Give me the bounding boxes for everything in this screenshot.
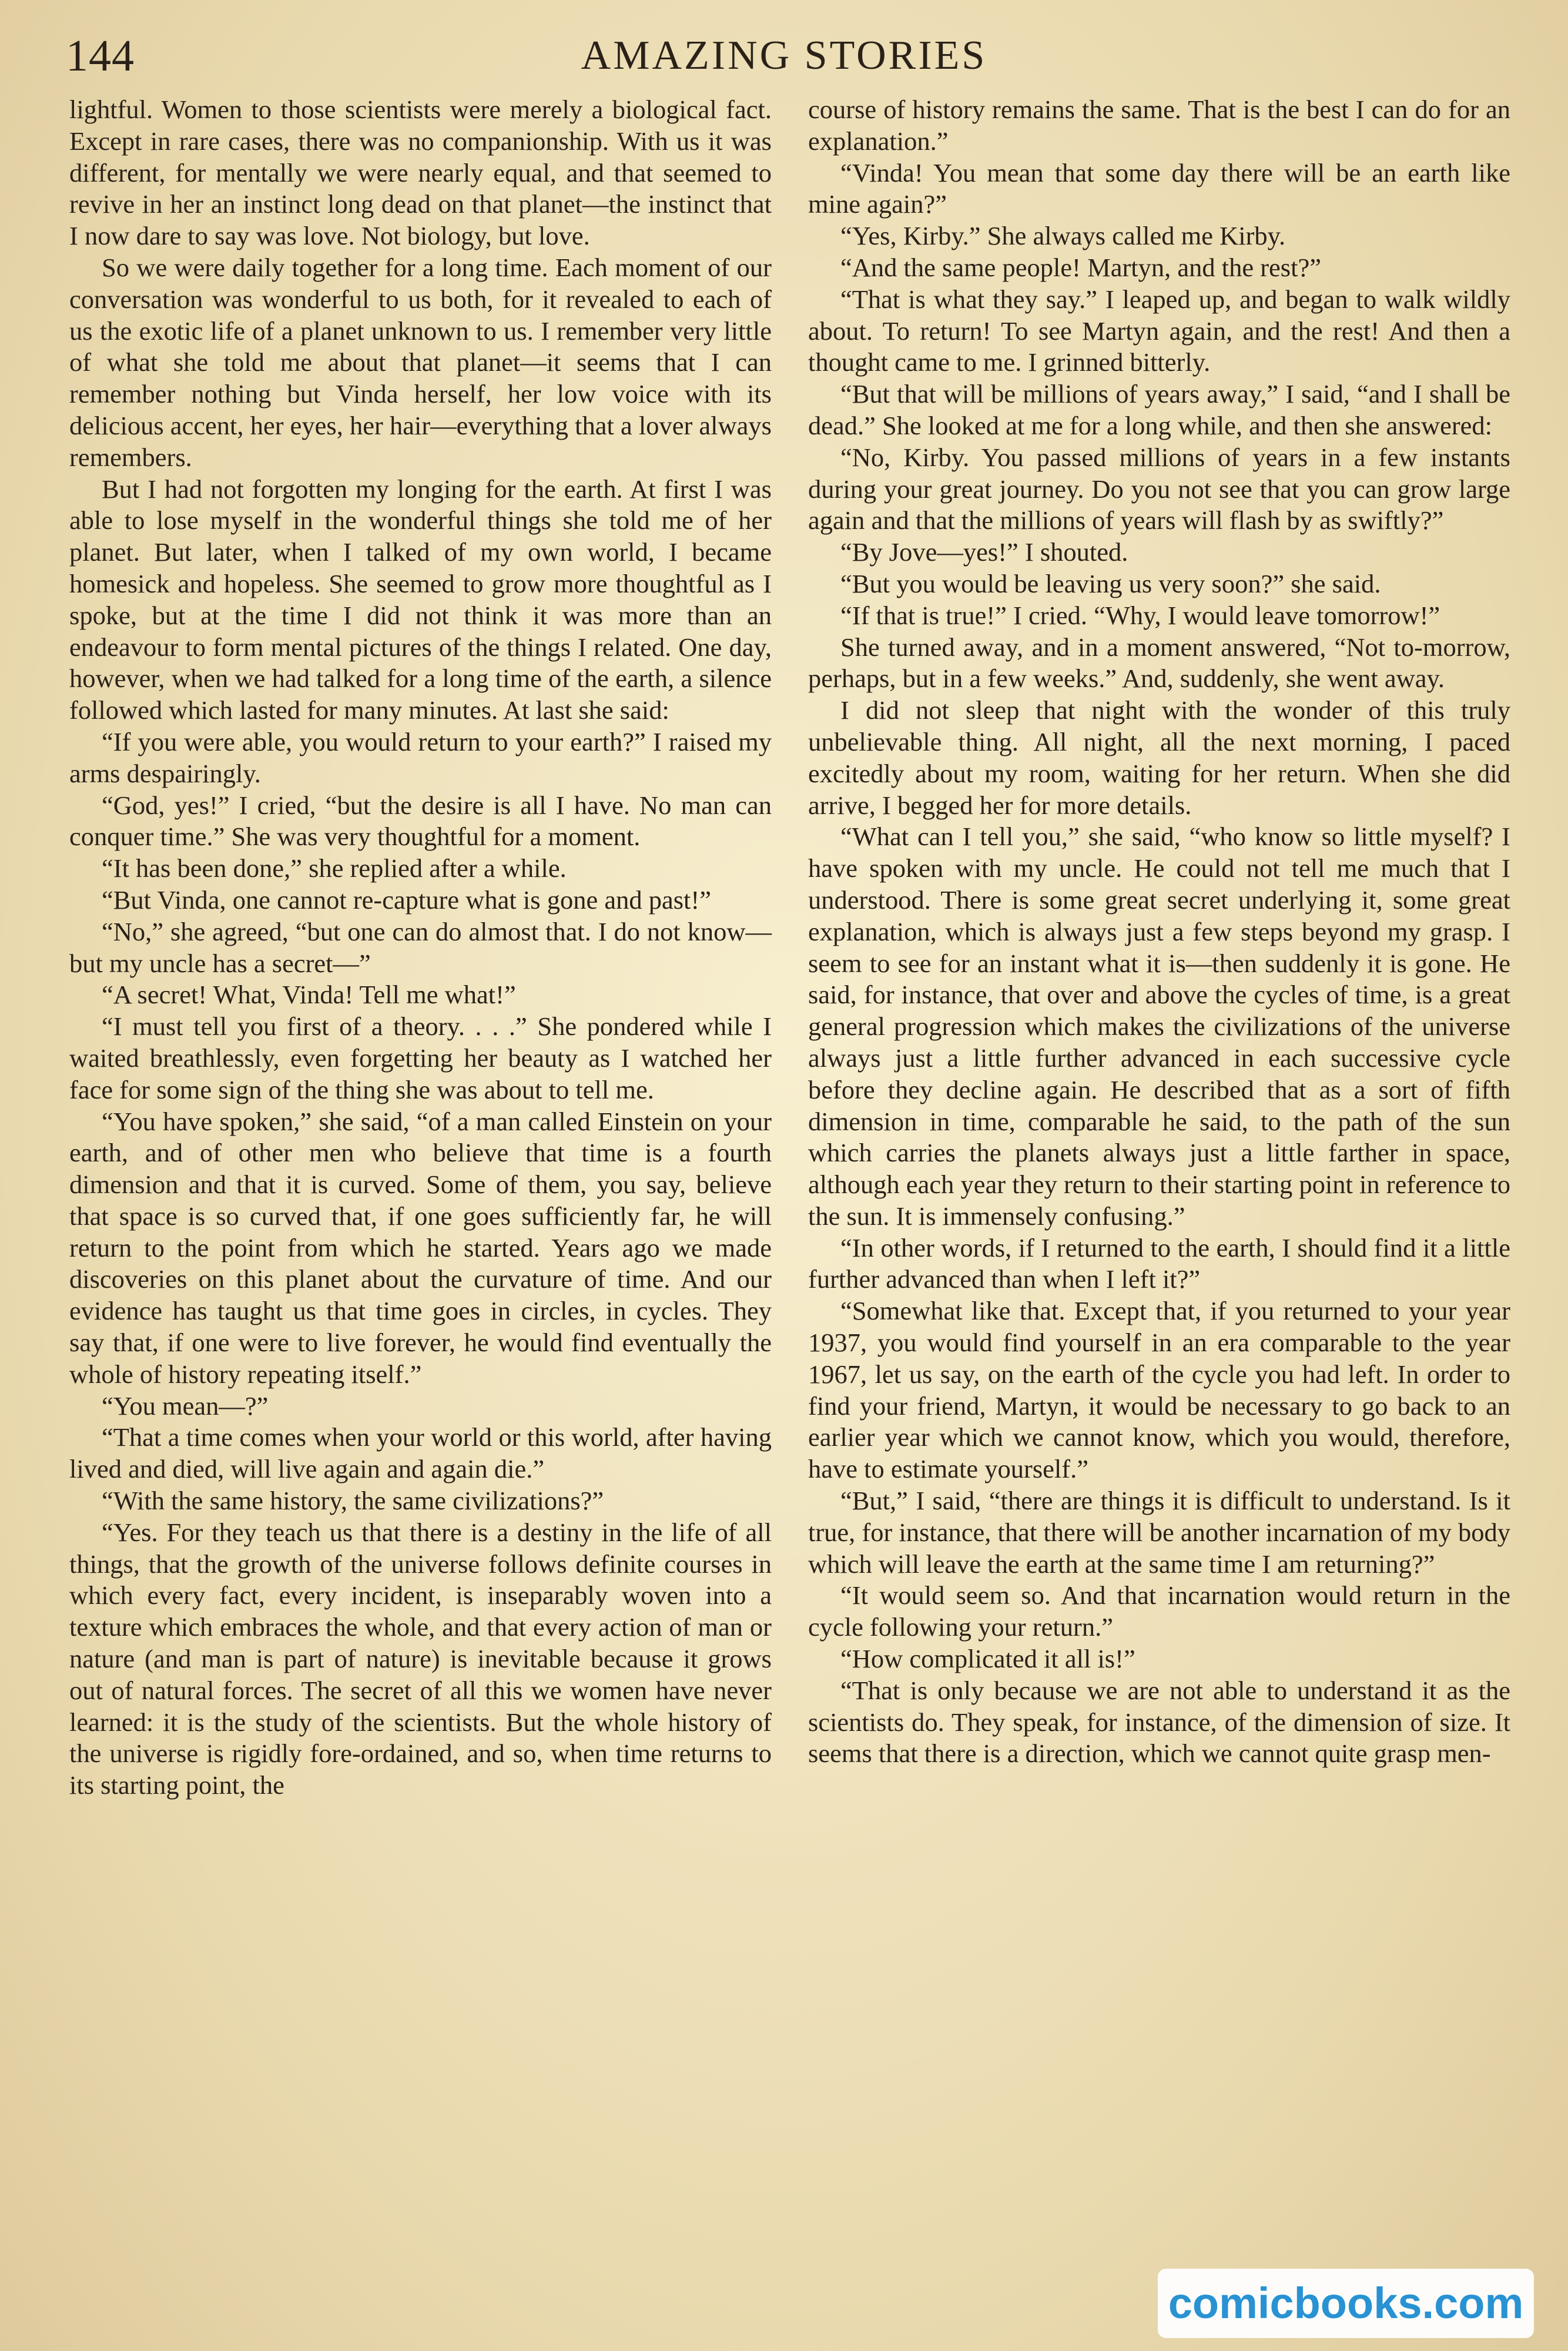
paragraph: “No,” she agreed, “but one can do almost that. I do not know—but my uncle has a secret—” <box>69 916 772 978</box>
paragraph: “By Jove—yes!” I shouted. <box>840 537 1128 567</box>
paragraph: “But Vinda, one cannot re-capture what is gone and past!” <box>102 885 711 915</box>
paragraph: “You mean—?” <box>102 1391 269 1421</box>
paragraph: “That a time comes when your world or this world, after having lived and died, will live again and again die.” <box>69 1422 772 1484</box>
paragraph: “That is what they say.” I leaped up, and began to walk wildly about. To return! To see Martyn again, and the rest! And then a thought came to me. I grinned bitterly. <box>808 284 1510 377</box>
paragraph: “No, Kirby. You passed millions of years in a few instants during your great journey. Do you not see that you can grow large again and that the millions of years will flash by as swiftly?” <box>808 442 1510 535</box>
paragraph: “Yes. For they teach us that there is a destiny in the life of all things, that the growth of the universe follows definite courses in which every fact, every incident, is inseparably woven into a texture which embraces the whole, and that every action of man or nature (and man is part of nature) is inevitable because it grows out of natural forces. The secret of all this we women have never learned: it is the study of the scientists. But the whole history of the universe is rigidly fore-ordained, and so, when time returns to its starting point, the <box>69 1517 772 1800</box>
paragraph: I did not sleep that night with the wonder of this truly unbelievable thing. All night, all the next morning, I paced excitedly about my room, waiting for her return. When she did arrive, I begged her for more details. <box>808 695 1510 820</box>
paragraph: She turned away, and in a moment answered, “Not to-morrow, perhaps, but in a few weeks.” And, suddenly, she went away. <box>808 632 1510 694</box>
paragraph: “It would seem so. And that incarnation would return in the cycle following your return.” <box>808 1580 1510 1642</box>
paragraph: “It has been done,” she replied after a while. <box>102 853 567 883</box>
paragraph: “That is only because we are not able to understand it as the scientists do. They speak, for instance, of the dimension of size. It seems that there is a direction, which we cannot quite grasp men- <box>808 1675 1510 1769</box>
paragraph: “A secret! What, Vinda! Tell me what!” <box>102 980 516 1010</box>
paragraph: But I had not forgotten my longing for the earth. At first I was able to lose myself in the wonderful things she told me of her planet. But later, when I talked of my own world, I became homesick and hopeless. She seemed to grow more thoughtful as I spoke, but at the time I did not think it was more than an endeavour to form mental pictures of the things I related. One day, however, when we had talked for a long time of the earth, a silence followed which lasted for many minutes. At last she said: <box>69 474 772 725</box>
paragraph: “In other words, if I returned to the earth, I should find it a little further advanced than when I left it?” <box>808 1233 1510 1294</box>
paragraph: “God, yes!” I cried, “but the desire is all I have. No man can conquer time.” She was very thoughtful for a moment. <box>69 790 772 852</box>
paragraph: “And the same people! Martyn, and the rest?” <box>840 252 1321 282</box>
paragraph: lightful. Women to those scientists were merely a biological fact. Except in rare cases, there was no companionship. With us it was different, for mentally we were nearly equal, and that seemed to revive in her an instinct long dead on that planet—the instinct that I now dare to say was love. Not biology, but love. <box>69 95 772 251</box>
page-header <box>0 26 1568 91</box>
right-column <box>808 94 1510 1770</box>
paragraph: “With the same history, the same civilizations?” <box>102 1486 604 1516</box>
paragraph: “What can I tell you,” she said, “who know so little myself? I have spoken with my uncle. He could not tell me much that I understood. There is some great secret underlying it, some great explanation, which is always just a few steps beyond my grasp. I seem to see for an instant what it is—then suddenly it is gone. He said, for instance, that over and above the cycles of time, is a great general progression which makes the civilizations of the universe always just a little further advanced in each successive cycle before they decline again. He described that as a sort of fifth dimension in time, comparable he said, to the path of the sun which carries the planets always just a little farther in space, although each year they return to their starting point in reference to the sun. It is immensely confusing.” <box>808 822 1510 1231</box>
running-title: AMAZING STORIES <box>581 33 987 78</box>
paragraph: “But that will be millions of years away,” I said, “and I shall be dead.” She looked at me for a long while, and then she answered: <box>808 379 1510 440</box>
page-number: 144 <box>66 31 135 81</box>
paragraph: So we were daily together for a long time. Each moment of our conversation was wonderful to us both, for it revealed to each of us the exotic life of a planet unknown to us. I remember very little of what she told me about that planet—it seems that I can remember nothing but Vinda herself, her low voice with its delicious accent, her eyes, her hair—everything that a lover always remembers. <box>69 252 772 472</box>
paragraph: “If that is true!” I cried. “Why, I would leave tomorrow!” <box>840 600 1440 630</box>
watermark-logo <box>1158 2269 1534 2338</box>
left-column <box>69 94 772 1801</box>
paragraph: “Vinda! You mean that some day there will be an earth like mine again?” <box>808 158 1510 219</box>
paragraph: “Yes, Kirby.” She always called me Kirby. <box>840 221 1286 251</box>
paragraph: “If you were able, you would return to your earth?” I raised my arms despairingly. <box>69 726 772 788</box>
paragraph: “I must tell you first of a theory. . . .” She pondered while I waited breathlessly, even forgetting her beauty as I watched her face for some sign of the thing she was about to tell me. <box>69 1012 772 1104</box>
paragraph: “How complicated it all is!” <box>840 1644 1135 1674</box>
paragraph: “But,” I said, “there are things it is difficult to understand. Is it true, for instance, that there will be another incarnation of my body which will leave the earth at the same time I am returning?” <box>808 1486 1510 1579</box>
site-watermark <box>1158 2269 1534 2338</box>
paragraph: “You have spoken,” she said, “of a man called Einstein on your earth, and of other men who believe that time is a fourth dimension and that it is curved. Some of them, you say, believe that space is so curved that, if one goes sufficiently far, he will return to the point from which he started. Years ago we made discoveries on this planet about the curvature of time. And our evidence has taught us that time goes in circles, in cycles. They say that, if one were to live forever, he would find eventually the whole of history repeating itself.” <box>69 1106 772 1389</box>
watermark-text: comicbooks.com <box>1168 2279 1524 2327</box>
paragraph: course of history remains the same. That is the best I can do for an explanation.” <box>808 95 1510 156</box>
paragraph: “But you would be leaving us very soon?” she said. <box>840 568 1381 598</box>
paragraph: “Somewhat like that. Except that, if you returned to your year 1937, you would find yourself in an era comparable to the year 1967, let us say, on the earth of the cycle you had left. In order to find your friend, Martyn, it would be necessary to go back to an earlier year which we cannot know, which you would, therefore, have to estimate yourself.” <box>808 1296 1510 1484</box>
